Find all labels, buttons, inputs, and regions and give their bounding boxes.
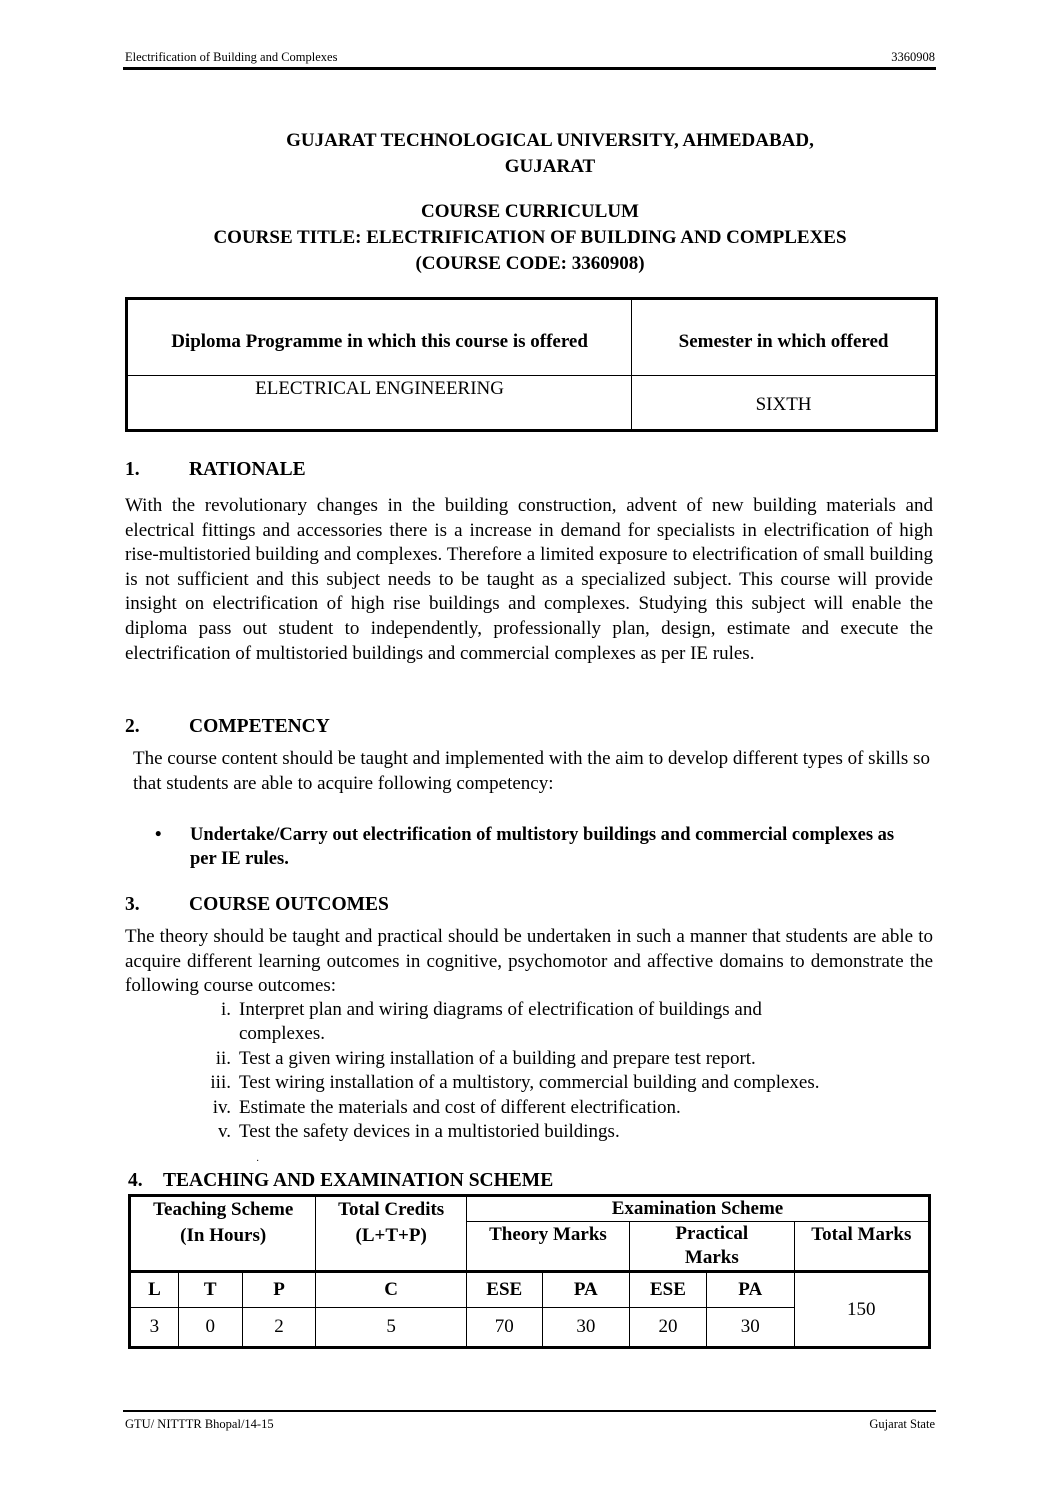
outcome-item: iv. Estimate the materials and cost of different electrification. [212,1096,681,1118]
outcome-item: iii. Test wiring installation of a multistory, commercial building and complexes. [210,1072,820,1094]
footer-source: GTU/ NITTTR Bhopal/14-15 [125,1417,274,1431]
course-code: (COURSE CODE: 3360908) [415,253,645,274]
practical-marks-header: Practical Marks [630,1222,795,1272]
value-p: 2 [242,1308,316,1348]
rationale-heading: 1. RATIONALE [125,459,306,480]
semester-value: SIXTH [632,376,937,431]
sub-header-practical-ese: ESE [630,1272,707,1308]
rationale-text: With the revolutionary changes in the building construction, advent of new building materials and electrical fittings and accessories there is a increase in demand for specialists in electrification of high rise-multistoried building and complexes. Therefore a limited exposure to electrification of small building is not sufficient and this subject needs to be taught as a specialized subject. This course will provide insight on electrification of high rise buildings and complexes. Studying this subject will enable the diploma pass out student to independently, professionally plan, design, estimate and execute the electrification of multistoried buildings and commercial complexes as per IE rules. [125,495,933,664]
page-footer [125,1417,935,1432]
outcome-item: i. Interpret plan and wiring diagrams of electrification of buildings and complexes. [220,999,762,1045]
value-theory-pa: 30 [542,1308,629,1348]
outcome-item: v. Test the safety devices in a multistoried buildings. [217,1121,620,1143]
course-title: COURSE TITLE: ELECTRIFICATION OF BUILDING AND COMPLEXES [213,227,847,248]
header-rule [123,67,936,70]
teaching-scheme-header: Teaching Scheme (In Hours) [130,1196,316,1272]
value-c: 5 [316,1308,467,1348]
sub-header-practical-pa: PA [706,1272,794,1308]
teaching-exam-scheme-table [128,1194,931,1349]
competency-text: The course content should be taught and implemented with the aim to develop different types of skills so that students are able to acquire following competency: [133,748,930,794]
footer-rule [123,1410,936,1412]
value-practical-pa: 30 [706,1308,794,1348]
header-course-name: Electrification of Building and Complexes [125,50,338,64]
bullet-icon: • [155,825,162,845]
sub-header-theory-ese: ESE [466,1272,542,1308]
total-marks-value: 150 [794,1272,929,1348]
course-outcomes-text: The theory should be taught and practical should be undertaken in such a manner that students are able to acquire different learning outcomes in cognitive, psychomotor and affective domains to demonstrate the following course outcomes: [125,926,933,997]
programme-table [125,297,938,432]
page-header [125,50,935,68]
sub-header-p: P [242,1272,316,1308]
value-theory-ese: 70 [466,1308,542,1348]
sub-header-theory-pa: PA [542,1272,629,1308]
sub-header-c: C [316,1272,467,1308]
header-course-code: 3360908 [891,50,935,64]
total-marks-header: Total Marks [794,1222,929,1272]
competency-heading: 2. COMPETENCY [125,716,330,737]
sub-header-l: L [130,1272,179,1308]
footer-state: Gujarat State [869,1417,935,1431]
course-outcomes-heading: 3. COURSE OUTCOMES [125,894,389,915]
curriculum-heading: COURSE CURRICULUM [421,201,639,222]
programme-value: ELECTRICAL ENGINEERING [127,376,632,431]
sub-header-t: T [178,1272,242,1308]
value-l: 3 [130,1308,179,1348]
competency-bullet: • Undertake/Carry out electrification of multistory buildings and commercial complexes as per IE rules. [155,825,895,869]
exam-scheme-header: Examination Scheme [466,1196,929,1222]
course-title-block [120,199,940,277]
programme-header: Diploma Programme in which this course is offered [127,299,632,376]
scheme-heading: 4. TEACHING AND EXAMINATION SCHEME [128,1170,554,1191]
course-outcomes-list [199,998,849,1144]
stray-dot: · [256,1156,260,1167]
total-credits-header: Total Credits (L+T+P) [316,1196,467,1272]
outcome-item: ii. Test a given wiring installation of a building and prepare test report. [215,1047,756,1069]
theory-marks-header: Theory Marks [466,1222,629,1272]
university-title: GUJARAT TECHNOLOGICAL UNIVERSITY, AHMEDABAD, GUJARAT [286,130,814,177]
semester-header: Semester in which offered [632,299,937,376]
value-t: 0 [178,1308,242,1348]
value-practical-ese: 20 [630,1308,707,1348]
